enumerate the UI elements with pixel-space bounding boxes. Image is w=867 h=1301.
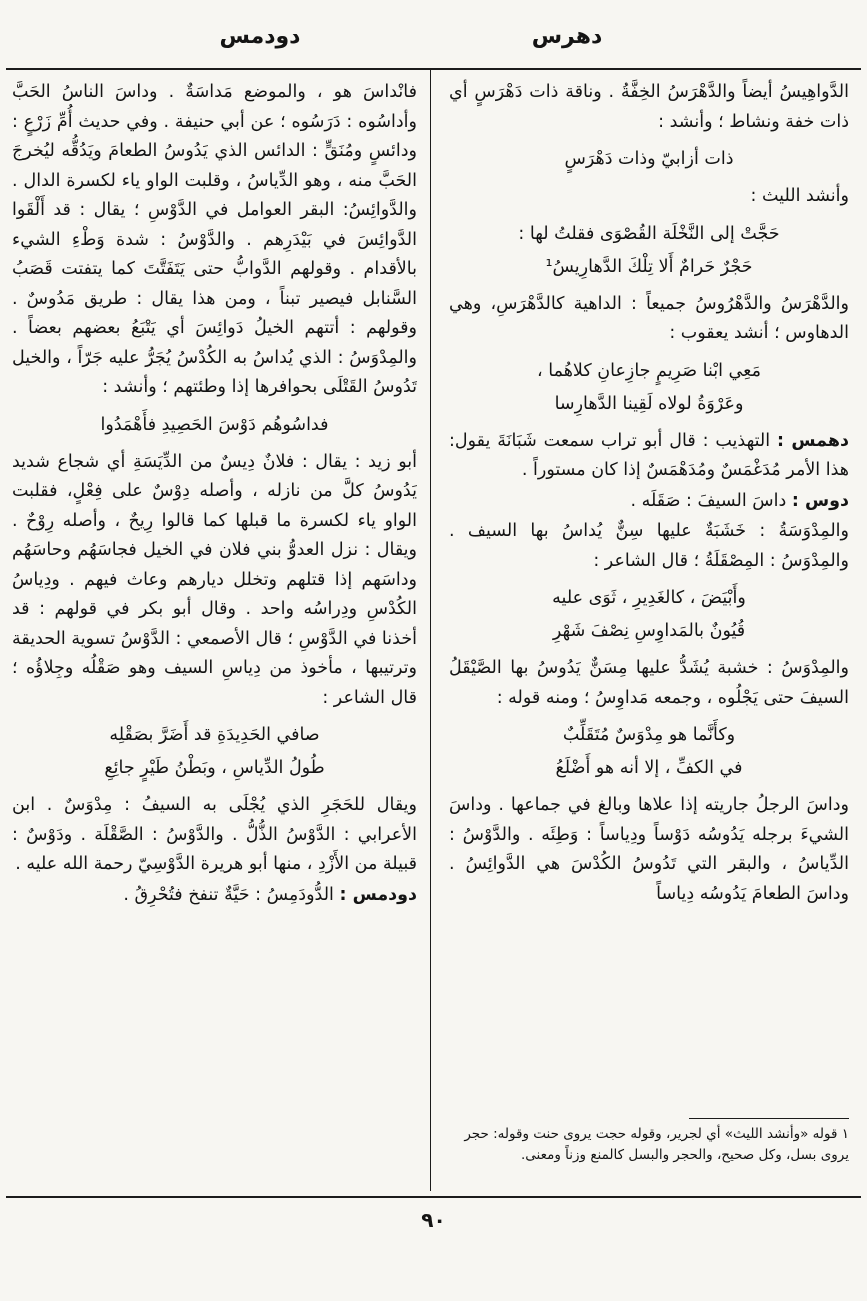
entry-dahmas	[449, 427, 849, 486]
column-divider	[430, 70, 431, 1191]
verse	[449, 218, 849, 284]
paragraph: أبو زيد : يقال : فلانٌ دِيسٌ من الدِّيَسَةِ أي شجاع شديد يَدُوسُ كلَّ من نازله ، وأصله دِوْسٌ على فِعْلٍ، فقلبت الواو ياء لكسرة ما قبلها كما قالوا رِيحٌ ، وأصله رِوْحٌ . ويقال : نزل العدوُّ بني فلان في الخيل فجاسَهُم وحاسَهُم وداسَهم إذا قتلهم وتخلل ديارهم وعاث فيهم . ودِياسُ الكُدْسِ ودِراسُه واحد . وقال أبو بكر في قولهم : قد أخذنا في الدَّوْسِ ؛ قال الأصمعي : الدَّوْسُ تسوية الحديقة وترتيبها ، مأخوذ من دِياسِ السيف وهو صَقْلُه وجِلاؤُه ؛ قال الشاعر :	[12, 451, 417, 708]
verse	[12, 719, 417, 785]
verse-line: وكأَنَّما هو مِدْوَسٌ مُتَقَلِّبٌ	[562, 725, 736, 745]
verse-line: قُيُونٌ بالمَداوِسِ نِصْفَ شَهْرِ	[552, 621, 746, 641]
paragraph: ويقال للحَجَرِ الذي يُجْلَى به السيفُ : مِدْوَسٌ . ابن الأعرابي : الدَّوْسُ الذُّلُّ . والدَّوْسُ : الصَّقْلَة . ودَوْسٌ : قبيلة من الأَزْدِ ، منها أبو هريرة الدَّوْسِيّ رحمة الله عليه .	[12, 795, 417, 874]
entry-text: داسَ السيفَ : صَقَلَه .	[630, 490, 787, 511]
right-column	[449, 78, 849, 1118]
verse	[12, 409, 417, 442]
paragraph: والمِدْوَسُ : خشبة يُشَدُّ عليها مِسَنٌّ يَدُوسُ بها الصَّيْقَلُ السيفَ حتى يَجْلُوه ، وجمعه مَداوِسُ ؛ ومنه قوله :	[449, 658, 849, 708]
verse-line: وأَبْيَضَ ، كالغَدِيرِ ، ثَوَى عليه	[552, 588, 746, 608]
verse-line: طُولُ الدِّياسِ ، وبَطْنُ طَيْرٍ جائِعِ	[104, 758, 325, 778]
verse-line: حَجْرٌ حَرامٌ أَلا تِلْكَ الدَّهارِيسُ¹	[545, 256, 753, 277]
running-head-right: دهرس	[531, 24, 603, 49]
entry-headword: دودمس :	[339, 884, 417, 905]
verse	[449, 582, 849, 648]
entry-dawdams	[12, 881, 417, 911]
entry-text: الدُّودَمِسُ : حَيَّةٌ تنفخ فتُحْرِقُ .	[123, 884, 334, 905]
paragraph: الدَّواهِيسُ أيضاً والدَّهْرَسُ الخِفَّةُ . وناقة ذات دَهْرَسٍ أي ذات خفة ونشاط ؛ وأنشد :	[449, 82, 849, 132]
running-head-left: دودمس	[219, 24, 301, 49]
paragraph: وأنشد الليث :	[750, 186, 849, 206]
paragraph: فانْداسَ هو ، والموضع مَداسَةٌ . وداسَ الناسُ الحَبَّ وأداسُوه : دَرَسُوه ؛ عن أبي حنيفة . وفي حديث أُمِّ زَرْعٍ : ودائسٍ ومُنَقٍّ : الدائس الذي يَدُوسُ الطعامَ ويَدُقُّه ليُخرجَ الحَبَّ منه ، وهو الدِّياسُ ، وقلبت الواو ياء لكسرة الدال . والدَّوائِسُ: البقر العوامل في الدَّوْسِ ؛ يقال : قد أَلْقَوا الدَّوائِسَ في بَيْدَرِهم . والدَّوْسُ : شدة وَطْءِ الشيء بالأقدام . وقولهم الدَّوابُّ حتى يَتَفَتَّتَ كما يتفتت قَصَبُ السَّنابل فيصير تبناً ، ومن هذا يقال : طريق مَدُوسٌ . وقولهم : أتتهم الخيلُ دَوائِسَ أي يَتْبَعُ بعضهم بعضاً . والمِدْوَسُ : الذي يُداسُ به الكُدْسُ يُجَرُّ عليه جَرّاً ، والخيل تَدُوسُ القَتْلَى بحوافرها إذا وطئتهم ؛ وأنشد :	[12, 82, 417, 397]
verse-line: صافي الحَدِيدَةِ قد أَضَرَّ بصَقْلِه	[109, 725, 320, 745]
entry-headword: دهمس :	[777, 430, 849, 451]
verse-line: حَجَّتْ إلى النَّخْلَة القُصْوَى فقلتُ لها :	[518, 223, 780, 244]
verse-line: فداسُوهُم دَوْسَ الحَصِيدِ فأَهْمَدُوا	[100, 414, 329, 435]
verse	[449, 719, 849, 785]
paragraph: والدَّهْرَسُ والدَّهْرُوسُ جميعاً : الداهية كالدَّهْرَسِ، وهي الدهاوس ؛ أنشد يعقوب :	[449, 293, 849, 343]
top-rule	[6, 68, 861, 70]
paragraph: والمِدْوَسَةُ : خَشَبَةٌ عليها سِنٌّ يُداسُ بها السيف . والمِدْوَسُ : المِصْقَلَةُ ؛ قال الشاعر :	[449, 521, 849, 571]
entry-headword: دوس :	[791, 490, 849, 511]
verse-line: وعَرْوَةُ لولاه لَقِينا الدَّهارِسا	[554, 393, 744, 414]
left-column	[12, 78, 417, 1183]
verse-line: في الكفِّ ، إلا أنه هو أَضْلَعُ	[555, 758, 743, 778]
bottom-rule	[6, 1196, 861, 1198]
verse	[449, 355, 849, 421]
page-number: ٩٠	[421, 1208, 446, 1232]
footnote-rule	[689, 1118, 849, 1119]
paragraph: وداسَ الرجلُ جاريته إذا علاها وبالغ في جماعها . وداسَ الشيءَ برجله يَدُوسُه دَوْساً ودِياساً : وَطِئَه . والدَّوْسُ : الدِّياسُ ، والبقر التي تَدُوسُ الكُدْسَ هي الدَّوائِسُ . وداسَ الطعامَ يَدُوسُه دِياساً	[449, 795, 849, 904]
entry-text: التهذيب : قال أبو تراب سمعت شَبَانَةَ يقول: هذا الأمر مُدَغْمَسٌ ومُدَهْمَسٌ إذا كان مستوراً .	[449, 430, 849, 480]
verse-line: مَعِي ابْنا صَرِيمٍ جازِعانِ كلاهُما ،	[537, 360, 761, 381]
verse	[449, 143, 849, 176]
footnote: ١ قوله «وأنشد الليث» أي لجرير، وقوله حجت يروى حنت وقوله: حجر يروى بسل، وكل صحيح، والحجر والبسل كالمنع وزناً ومعنى.	[464, 1126, 849, 1163]
verse-line: ذات أزابيّ وذات دَهْرَسٍ	[564, 149, 734, 169]
entry-daws	[449, 487, 849, 517]
